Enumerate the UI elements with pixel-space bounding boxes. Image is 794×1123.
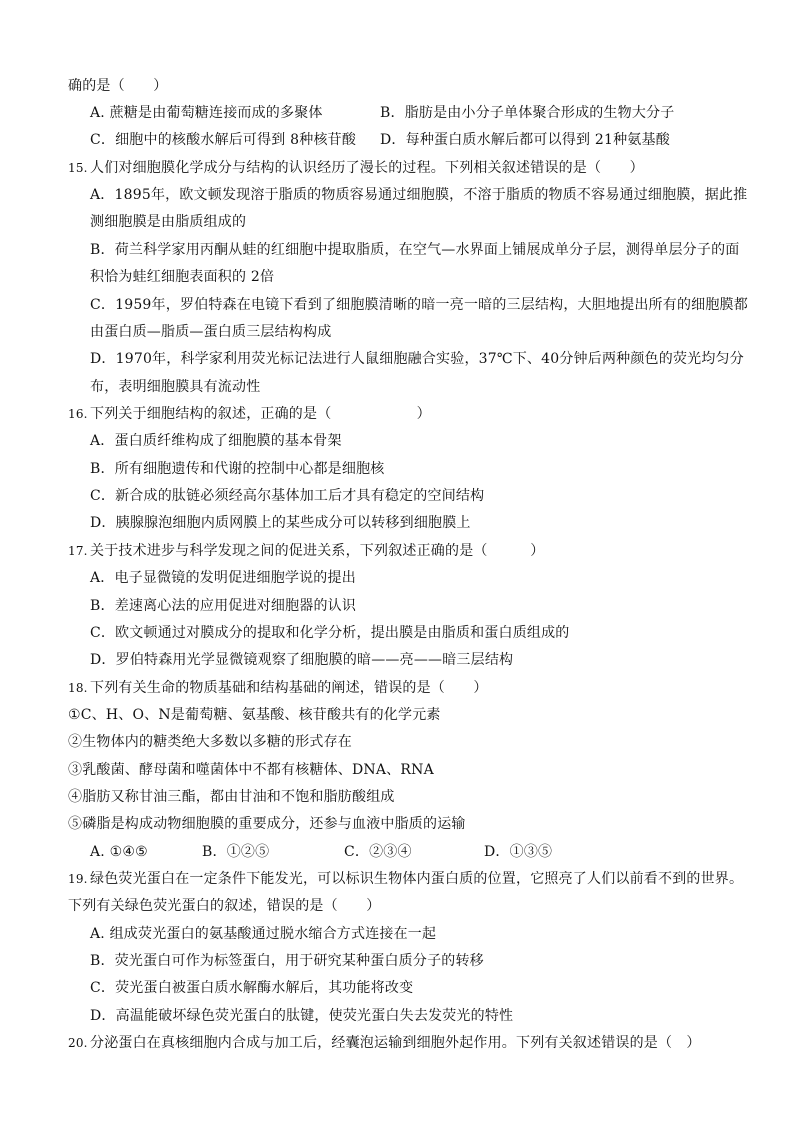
q18-option-c[interactable]: C．②③④ [344,844,412,860]
q17-number: 17. [68,544,88,558]
q19-option-d[interactable]: D．高温能破坏绿色荧光蛋白的肽键，使荧光蛋白失去发荧光的特性 [90,1008,514,1024]
q20-stem [68,1033,758,1055]
carry-option-c[interactable]: C．细胞中的核酸水解后可得到 8种核苷酸 [90,132,357,148]
carry-option-b[interactable]: B．脂肪是由小分子单体聚合形成的生物大分子 [380,105,675,121]
q15-option-d-line2: 布，表明细胞膜具有流动性 [90,379,261,395]
q18-option-d[interactable]: D．①③⑤ [484,844,553,860]
q16-option-b[interactable]: B．所有细胞遗传和代谢的控制中心都是细胞核 [90,461,385,477]
carry-stem-tail: 确的是（ ） [68,78,168,94]
q15-option-c-line2: 由蛋白质—脂质—蛋白质三层结构构成 [90,324,332,340]
q19-option-a[interactable]: A. 组成荧光蛋白的氨基酸通过脱水缩合方式连接在一起 [90,926,437,942]
carry-options-row-2 [90,130,780,152]
q20-stem-text: 分泌蛋白在真核细胞内合成与加工后，经囊泡运输到细胞外起作用。下列有关叙述错误的是（ ） [90,1035,701,1051]
q19-option-c[interactable]: C．荧光蛋白被蛋白质水解酶水解后，其功能将改变 [90,980,414,996]
q16-option-d[interactable]: D．胰腺腺泡细胞内质网膜上的某些成分可以转移到细胞膜上 [90,515,471,531]
q18-number: 18. [68,681,88,695]
q18-statement-5: ⑤磷脂是构成动物细胞膜的重要成分，还参与血液中脂质的运输 [68,816,466,832]
q17-option-d[interactable]: D．罗伯特森用光学显微镜观察了细胞膜的暗——亮——暗三层结构 [90,652,514,668]
q16-number: 16. [68,407,88,421]
q15-stem [68,158,758,180]
q18-option-b[interactable]: B．①②⑤ [202,844,270,860]
carry-option-d[interactable]: D．每种蛋白质水解后都可以得到 21种氨基酸 [380,132,670,148]
carry-option-a[interactable]: A. 蔗糖是由葡萄糖连接而成的多聚体 [90,105,323,121]
q17-option-b[interactable]: B．差速离心法的应用促进对细胞器的认识 [90,598,357,614]
q17-option-a[interactable]: A．电子显微镜的发明促进细胞学说的提出 [90,570,356,586]
q15-option-b-line2: 积恰为蛙红细胞表面积的 2倍 [90,269,275,285]
q18-stem-text: 下列有关生命的物质基础和结构基础的阐述，错误的是（ ） [90,680,488,696]
q19-stem-text: 绿色荧光蛋白在一定条件下能发光，可以标识生物体内蛋白质的位置，它照亮了人们以前看不到的世界。 [90,871,744,887]
q19-number: 19. [68,872,88,886]
q16-stem [68,404,758,426]
q19-stem [68,869,758,891]
q18-statement-2: ②生物体内的糖类绝大多数以多糖的形式存在 [68,734,352,750]
q18-statement-1: ①C、H、O、N是葡萄糖、氨基酸、核苷酸共有的化学元素 [68,707,441,723]
q19-option-b[interactable]: B．荧光蛋白可作为标签蛋白，用于研究某种蛋白质分子的转移 [90,953,484,969]
q15-number: 15. [68,161,88,175]
carry-options-row-1 [90,103,780,125]
q15-option-d-line1[interactable]: D．1970年，科学家利用荧光标记法进行人鼠细胞融合实验，37℃下、40分钟后两种颜色的荧光均匀分 [90,351,744,367]
q18-options-row [90,842,780,864]
q19-stem-line2: 下列有关绿色荧光蛋白的叙述，错误的是（ ） [68,898,381,914]
q15-option-a-line1[interactable]: A．1895年，欧文顿发现溶于脂质的物质容易通过细胞膜，不溶于脂质的物质不容易通过细胞膜，据此推 [90,187,748,203]
q16-option-c[interactable]: C．新合成的肽链必须经高尔基体加工后才具有稳定的空间结构 [90,488,485,504]
q15-option-c-line1[interactable]: C．1959年，罗伯特森在电镜下看到了细胞膜清晰的暗一亮一暗的三层结构，大胆地提出所有的细胞膜都 [90,297,748,313]
q18-option-a[interactable]: A. ①④⑤ [90,844,148,860]
q17-stem-text: 关于技术进步与科学发现之间的促进关系，下列叙述正确的是（ ） [90,543,545,559]
q15-option-b-line1[interactable]: B．荷兰科学家用丙酮从蛙的红细胞中提取脂质，在空气—水界面上铺展成单分子层，测得单层分子的面 [90,242,740,258]
q18-statement-4: ④脂肪又称甘油三酯，都由甘油和不饱和脂肪酸组成 [68,789,395,805]
q17-option-c[interactable]: C．欧文顿通过对膜成分的提取和化学分析，提出膜是由脂质和蛋白质组成的 [90,625,570,641]
q17-stem [68,541,758,563]
q15-stem-text: 人们对细胞膜化学成分与结构的认识经历了漫长的过程。下列相关叙述错误的是（ ） [90,160,644,176]
q15-option-a-line2: 测细胞膜是由脂质组成的 [90,214,247,230]
q18-statement-3: ③乳酸菌、酵母菌和噬菌体中不都有核糖体、DNA、RNA [68,762,434,778]
q16-stem-text: 下列关于细胞结构的叙述，正确的是（ ） [90,406,431,422]
q16-option-a[interactable]: A．蛋白质纤维构成了细胞膜的基本骨架 [90,433,342,449]
q18-stem [68,678,758,700]
q20-number: 20. [68,1036,88,1050]
